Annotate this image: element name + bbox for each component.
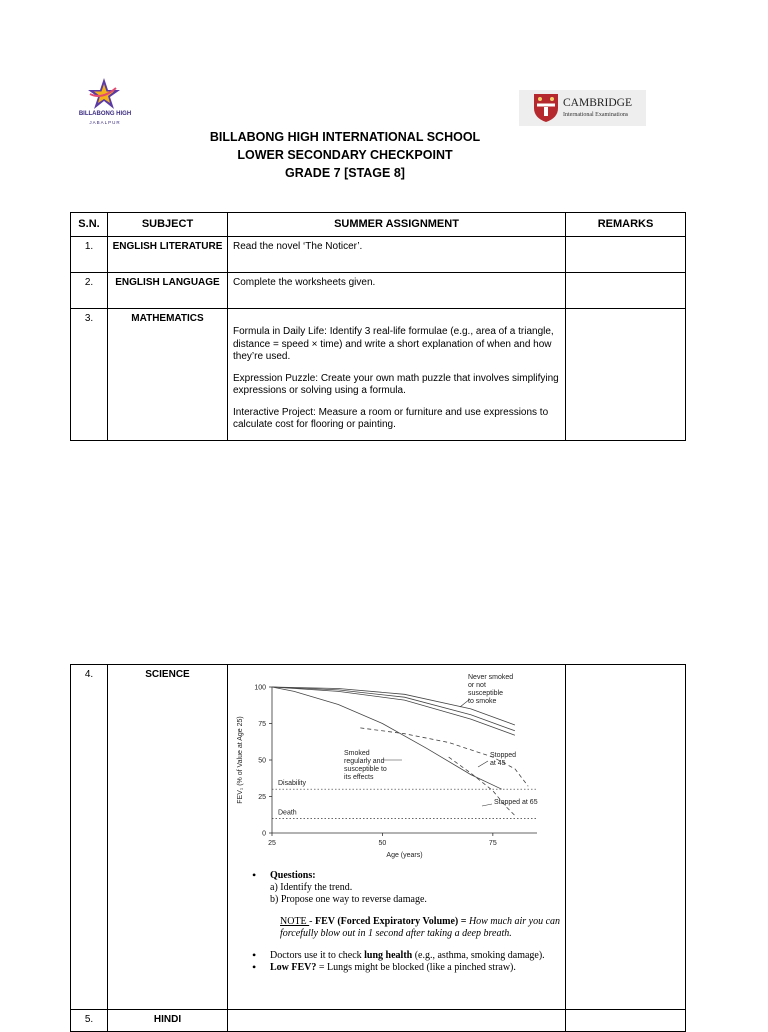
table-row — [71, 237, 686, 273]
list-item: • Doctors use it to check lung health (e.g., asthma, smoking damage). — [250, 950, 565, 962]
x-tick-label: 75 — [488, 840, 497, 847]
list-item: • Low FEV? = Lungs might be blocked (like a pinched straw). — [250, 962, 565, 974]
chart-annotation: Never smoked — [468, 674, 514, 681]
chart-annotation: Smoked — [344, 750, 370, 757]
assignment-paragraph: Expression Puzzle: Create your own math puzzle that involves simplifying expressions or solving using a formula. — [233, 372, 559, 396]
questions-title: Questions: — [270, 869, 316, 881]
note-term: FEV (Forced Expiratory Volume) = — [315, 915, 469, 927]
school-name: BILLABONG HIGH INTERNATIONAL SCHOOL — [209, 130, 481, 144]
annotation-pointer — [482, 804, 492, 806]
table-row — [71, 1010, 686, 1032]
row-sn: 5. — [71, 1010, 108, 1032]
row-sn: 4. — [71, 665, 108, 1010]
row-remarks — [566, 309, 686, 441]
billabong-logo — [72, 76, 138, 126]
cambridge-shield-icon — [533, 93, 559, 123]
chart-annotation: Stopped — [490, 752, 517, 759]
assignment-text: Read the novel ‘The Noticer’. — [233, 241, 363, 252]
threshold-label: Death — [278, 809, 297, 817]
annotation-pointer — [478, 761, 488, 767]
row-remarks — [566, 273, 686, 309]
fev-chart — [232, 667, 550, 859]
header-assignment: SUMMER ASSIGNMENT — [228, 213, 566, 237]
table-row — [71, 309, 686, 441]
y-tick-label: 0 — [262, 830, 266, 838]
row-subject: MATHEMATICS — [108, 309, 228, 441]
row-assignment — [228, 665, 566, 1010]
row-subject: SCIENCE — [108, 665, 228, 1010]
x-axis-label: Age (years) — [386, 852, 423, 859]
program-name: LOWER SECONDARY CHECKPOINT — [237, 148, 453, 162]
logo-brand-text: BILLABONG HIGH — [78, 111, 132, 117]
table-row — [71, 665, 686, 1010]
row-subject: ENGLISH LANGUAGE — [108, 273, 228, 309]
chart-annotation: susceptible to — [344, 766, 387, 773]
row-remarks — [566, 665, 686, 1010]
row-sn: 1. — [71, 237, 108, 273]
table-row — [71, 273, 686, 309]
chart-annotation: to smoke — [468, 698, 497, 705]
row-subject: HINDI — [108, 1010, 228, 1032]
row-sn: 2. — [71, 273, 108, 309]
note-dash: - — [309, 915, 316, 927]
x-tick-label: 50 — [378, 840, 387, 847]
threshold-label: Disability — [278, 780, 307, 788]
y-tick-label: 75 — [258, 721, 266, 728]
row-sn: 3. — [71, 309, 108, 441]
row-remarks — [566, 237, 686, 273]
science-questions — [250, 870, 565, 974]
note-label: NOTE — [280, 915, 310, 927]
cambridge-subtitle: International Examinations — [563, 111, 629, 118]
cambridge-logo — [519, 90, 646, 126]
y-tick-label: 25 — [258, 794, 266, 801]
chart-annotation: its effects — [344, 774, 374, 781]
chart-annotation: susceptible — [468, 690, 504, 697]
chart-annotation: or not — [468, 682, 486, 689]
fev-note — [280, 916, 565, 940]
assignment-table-continued — [70, 664, 686, 1032]
header-remarks: REMARKS — [566, 213, 686, 237]
logo-city-text: JABALPUR — [89, 120, 121, 125]
y-axis-label: FEV₁ (% of Value at Age 25) — [237, 716, 244, 804]
assignment-paragraph: Interactive Project: Measure a room or furniture and use expressions to calculate cost for flooring or painting. — [233, 406, 549, 430]
chart-annotation: at 45 — [490, 760, 506, 767]
question-b: b) Propose one way to reverse damage. — [270, 893, 427, 905]
row-remarks — [566, 1010, 686, 1032]
chart-annotation: regularly and — [344, 758, 385, 765]
note-definition: How much air you can forcefully blow out in 1 second after taking a deep breath. — [280, 915, 561, 939]
assignment-table — [70, 212, 686, 441]
y-tick-label: 100 — [254, 684, 266, 692]
y-tick-label: 50 — [258, 757, 266, 765]
chart-annotation: Stopped at 65 — [494, 799, 538, 806]
row-assignment — [228, 1010, 566, 1032]
header-subject: SUBJECT — [108, 213, 228, 237]
document-heading — [150, 128, 540, 182]
assignment-text: Complete the worksheets given. — [233, 277, 376, 288]
row-assignment — [228, 309, 566, 441]
header-sn: S.N. — [71, 213, 108, 237]
grade-label: GRADE 7 [STAGE 8] — [285, 166, 405, 180]
question-a: a) Identify the trend. — [270, 881, 353, 893]
row-assignment — [228, 237, 566, 273]
cambridge-name: CAMBRIDGE — [563, 97, 633, 110]
x-tick-label: 25 — [268, 840, 276, 847]
questions-block — [250, 870, 565, 906]
row-subject: ENGLISH LITERATURE — [108, 237, 228, 273]
row-assignment — [228, 273, 566, 309]
assignment-paragraph: Formula in Daily Life: Identify 3 real-life formulae (e.g., area of a triangle, distance = speed × time) and write a short explanation of when and how they’re used. — [233, 326, 554, 362]
